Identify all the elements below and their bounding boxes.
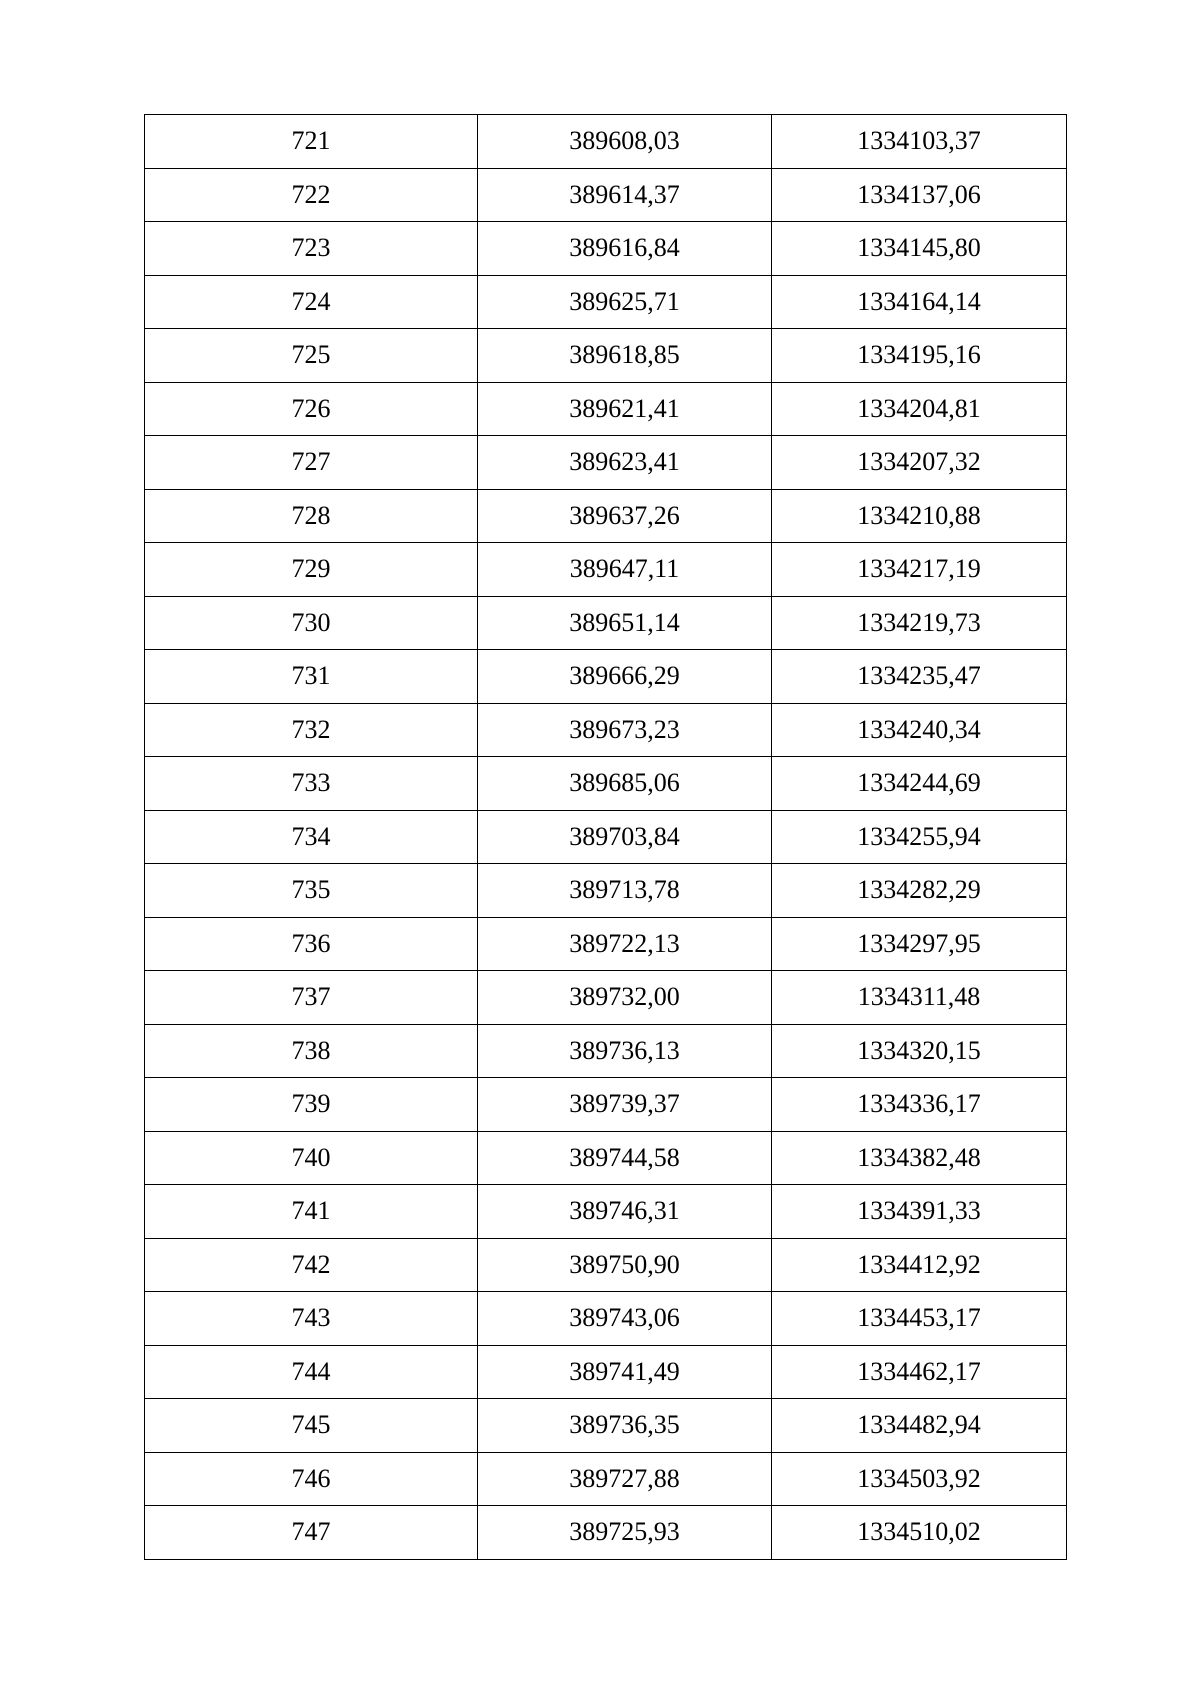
point-number-cell: 742 <box>145 1238 478 1292</box>
table-row <box>145 1292 1067 1346</box>
point-number-cell: 731 <box>145 650 478 704</box>
x-coordinate-cell: 389703,84 <box>478 810 772 864</box>
table-row <box>145 489 1067 543</box>
point-number-cell: 741 <box>145 1185 478 1239</box>
y-coordinate-cell: 1334204,81 <box>772 382 1067 436</box>
coordinates-table-body <box>145 115 1067 1560</box>
y-coordinate-cell: 1334195,16 <box>772 329 1067 383</box>
x-coordinate-cell: 389614,37 <box>478 168 772 222</box>
y-coordinate-cell: 1334412,92 <box>772 1238 1067 1292</box>
table-row <box>145 1185 1067 1239</box>
y-coordinate-cell: 1334336,17 <box>772 1078 1067 1132</box>
table-row <box>145 115 1067 169</box>
y-coordinate-cell: 1334462,17 <box>772 1345 1067 1399</box>
x-coordinate-cell: 389666,29 <box>478 650 772 704</box>
y-coordinate-cell: 1334217,19 <box>772 543 1067 597</box>
x-coordinate-cell: 389732,00 <box>478 971 772 1025</box>
point-number-cell: 729 <box>145 543 478 597</box>
table-row <box>145 917 1067 971</box>
point-number-cell: 728 <box>145 489 478 543</box>
x-coordinate-cell: 389713,78 <box>478 864 772 918</box>
table-row <box>145 810 1067 864</box>
y-coordinate-cell: 1334164,14 <box>772 275 1067 329</box>
x-coordinate-cell: 389725,93 <box>478 1506 772 1560</box>
y-coordinate-cell: 1334137,06 <box>772 168 1067 222</box>
point-number-cell: 724 <box>145 275 478 329</box>
point-number-cell: 730 <box>145 596 478 650</box>
y-coordinate-cell: 1334244,69 <box>772 757 1067 811</box>
point-number-cell: 746 <box>145 1452 478 1506</box>
y-coordinate-cell: 1334311,48 <box>772 971 1067 1025</box>
x-coordinate-cell: 389736,35 <box>478 1399 772 1453</box>
table-row <box>145 382 1067 436</box>
point-number-cell: 721 <box>145 115 478 169</box>
point-number-cell: 732 <box>145 703 478 757</box>
table-row <box>145 1452 1067 1506</box>
x-coordinate-cell: 389750,90 <box>478 1238 772 1292</box>
table-row <box>145 703 1067 757</box>
point-number-cell: 722 <box>145 168 478 222</box>
table-row <box>145 1506 1067 1560</box>
y-coordinate-cell: 1334219,73 <box>772 596 1067 650</box>
x-coordinate-cell: 389616,84 <box>478 222 772 276</box>
y-coordinate-cell: 1334297,95 <box>772 917 1067 971</box>
table-row <box>145 1131 1067 1185</box>
y-coordinate-cell: 1334207,32 <box>772 436 1067 490</box>
point-number-cell: 733 <box>145 757 478 811</box>
point-number-cell: 727 <box>145 436 478 490</box>
y-coordinate-cell: 1334103,37 <box>772 115 1067 169</box>
point-number-cell: 745 <box>145 1399 478 1453</box>
x-coordinate-cell: 389741,49 <box>478 1345 772 1399</box>
y-coordinate-cell: 1334453,17 <box>772 1292 1067 1346</box>
table-row <box>145 436 1067 490</box>
y-coordinate-cell: 1334282,29 <box>772 864 1067 918</box>
table-row <box>145 543 1067 597</box>
point-number-cell: 738 <box>145 1024 478 1078</box>
x-coordinate-cell: 389621,41 <box>478 382 772 436</box>
x-coordinate-cell: 389746,31 <box>478 1185 772 1239</box>
table-row <box>145 596 1067 650</box>
x-coordinate-cell: 389744,58 <box>478 1131 772 1185</box>
y-coordinate-cell: 1334482,94 <box>772 1399 1067 1453</box>
x-coordinate-cell: 389623,41 <box>478 436 772 490</box>
point-number-cell: 739 <box>145 1078 478 1132</box>
x-coordinate-cell: 389736,13 <box>478 1024 772 1078</box>
point-number-cell: 737 <box>145 971 478 1025</box>
x-coordinate-cell: 389647,11 <box>478 543 772 597</box>
point-number-cell: 725 <box>145 329 478 383</box>
x-coordinate-cell: 389722,13 <box>478 917 772 971</box>
table-row <box>145 1399 1067 1453</box>
point-number-cell: 726 <box>145 382 478 436</box>
y-coordinate-cell: 1334240,34 <box>772 703 1067 757</box>
table-row <box>145 329 1067 383</box>
table-row <box>145 1238 1067 1292</box>
y-coordinate-cell: 1334145,80 <box>772 222 1067 276</box>
coordinates-table <box>144 114 1067 1560</box>
point-number-cell: 743 <box>145 1292 478 1346</box>
point-number-cell: 735 <box>145 864 478 918</box>
table-row <box>145 222 1067 276</box>
x-coordinate-cell: 389739,37 <box>478 1078 772 1132</box>
table-row <box>145 1078 1067 1132</box>
x-coordinate-cell: 389608,03 <box>478 115 772 169</box>
x-coordinate-cell: 389637,26 <box>478 489 772 543</box>
table-row <box>145 1024 1067 1078</box>
x-coordinate-cell: 389685,06 <box>478 757 772 811</box>
y-coordinate-cell: 1334320,15 <box>772 1024 1067 1078</box>
table-row <box>145 275 1067 329</box>
y-coordinate-cell: 1334510,02 <box>772 1506 1067 1560</box>
y-coordinate-cell: 1334235,47 <box>772 650 1067 704</box>
y-coordinate-cell: 1334382,48 <box>772 1131 1067 1185</box>
table-row <box>145 1345 1067 1399</box>
x-coordinate-cell: 389618,85 <box>478 329 772 383</box>
table-row <box>145 757 1067 811</box>
point-number-cell: 740 <box>145 1131 478 1185</box>
y-coordinate-cell: 1334210,88 <box>772 489 1067 543</box>
point-number-cell: 734 <box>145 810 478 864</box>
y-coordinate-cell: 1334255,94 <box>772 810 1067 864</box>
table-row <box>145 864 1067 918</box>
x-coordinate-cell: 389651,14 <box>478 596 772 650</box>
point-number-cell: 744 <box>145 1345 478 1399</box>
point-number-cell: 736 <box>145 917 478 971</box>
x-coordinate-cell: 389673,23 <box>478 703 772 757</box>
x-coordinate-cell: 389727,88 <box>478 1452 772 1506</box>
table-row <box>145 168 1067 222</box>
x-coordinate-cell: 389743,06 <box>478 1292 772 1346</box>
table-row <box>145 971 1067 1025</box>
point-number-cell: 747 <box>145 1506 478 1560</box>
y-coordinate-cell: 1334391,33 <box>772 1185 1067 1239</box>
y-coordinate-cell: 1334503,92 <box>772 1452 1067 1506</box>
point-number-cell: 723 <box>145 222 478 276</box>
x-coordinate-cell: 389625,71 <box>478 275 772 329</box>
table-row <box>145 650 1067 704</box>
